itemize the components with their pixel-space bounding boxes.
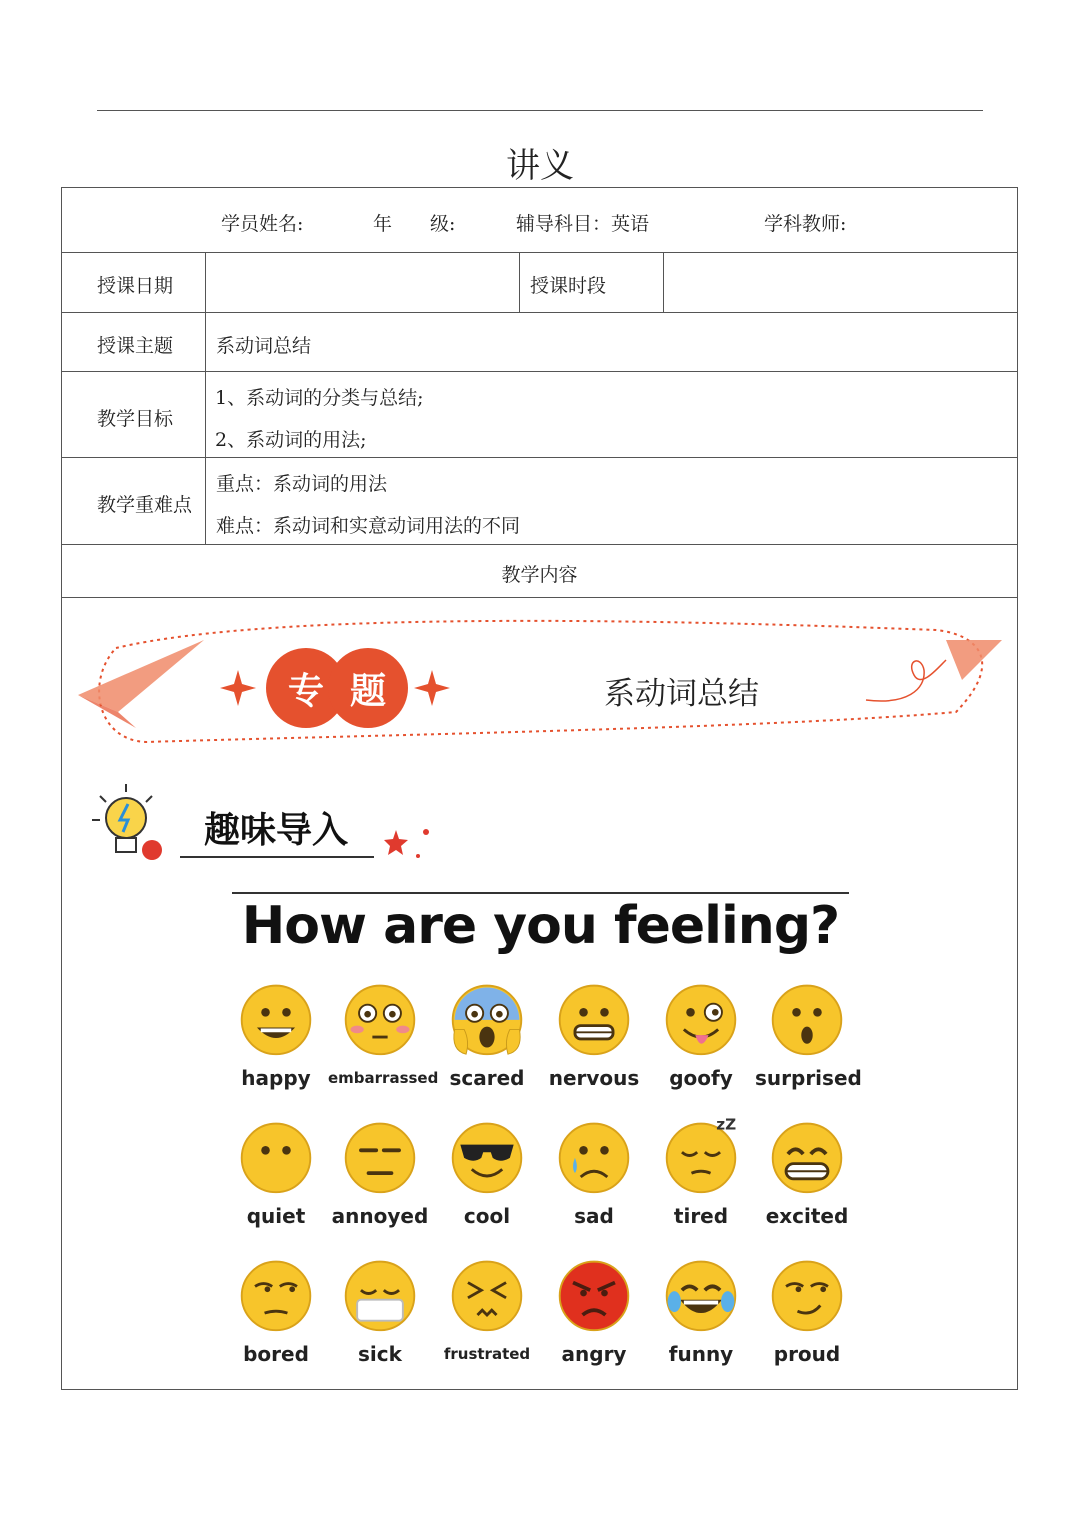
emoji-card	[755, 1116, 859, 1238]
topic-banner	[76, 600, 1006, 750]
feelings-title: How are you feeling?	[241, 896, 840, 956]
document-title: 讲义	[506, 146, 574, 186]
emoji-label: bored	[243, 1342, 309, 1366]
banner-title: 系动词总结	[604, 676, 759, 712]
emoji-label: annoyed	[331, 1204, 429, 1228]
time-label: 授课时段	[530, 275, 607, 297]
sick-emoji-icon	[340, 1254, 420, 1334]
emoji-label: proud	[773, 1342, 841, 1366]
angry-emoji-icon	[554, 1254, 634, 1334]
emoji-card	[542, 1116, 646, 1238]
emoji-card	[435, 1254, 539, 1376]
emoji-label: funny	[668, 1342, 734, 1366]
section-heading: 趣味导入	[204, 810, 349, 851]
key-point-item: 重点：系动词的用法	[216, 473, 388, 495]
goal-item-2: 2、系动词的用法;	[215, 429, 367, 451]
emoji-label: quiet	[246, 1204, 306, 1228]
goofy-emoji-icon	[661, 978, 741, 1058]
table-divider	[62, 457, 1017, 458]
excited-emoji-icon	[767, 1116, 847, 1196]
happy-emoji-icon	[236, 978, 316, 1058]
svg-text:zZ: zZ	[716, 1116, 737, 1134]
banner-frame	[76, 600, 1006, 750]
emoji-card	[542, 978, 646, 1100]
time-column-divider	[663, 252, 664, 312]
grade-label: 年 级:	[373, 213, 456, 235]
emoji-label: cool	[463, 1204, 511, 1228]
date-label: 授课日期	[97, 275, 174, 297]
sad-emoji-icon	[554, 1116, 634, 1196]
emoji-card	[755, 978, 862, 1100]
label-column-divider	[205, 252, 206, 544]
section-underline	[180, 856, 374, 858]
nervous-emoji-icon	[554, 978, 634, 1058]
annoyed-emoji-icon	[340, 1116, 420, 1196]
emoji-label: tired	[673, 1204, 729, 1228]
lightbulb-icon	[90, 782, 166, 864]
top-divider	[97, 110, 983, 111]
emoji-card	[649, 978, 753, 1100]
feelings-top-rule	[232, 892, 849, 894]
teacher-label: 学科教师:	[764, 213, 847, 235]
tired-emoji-icon	[661, 1116, 741, 1196]
emoji-card	[224, 1116, 328, 1238]
proud-emoji-icon	[767, 1254, 847, 1334]
emoji-label: angry	[561, 1342, 627, 1366]
frustrated-emoji-icon	[447, 1254, 527, 1334]
emoji-card	[649, 1116, 753, 1238]
content-label: 教学内容	[501, 564, 578, 586]
goal-item-1: 1、系动词的分类与总结;	[215, 387, 424, 409]
emoji-card	[542, 1254, 646, 1376]
topic-label: 授课主题	[97, 335, 174, 357]
student-name-label: 学员姓名:	[221, 213, 304, 235]
emoji-card	[755, 1254, 859, 1376]
emoji-card	[328, 1254, 432, 1376]
difficult-point-item: 难点：系动词和实意动词用法的不同	[216, 515, 521, 537]
emoji-card	[224, 1254, 328, 1376]
embarrassed-emoji-icon	[340, 978, 420, 1058]
key-points-label: 教学重难点	[97, 494, 193, 516]
stars-icon	[384, 826, 434, 862]
emoji-label: excited	[765, 1204, 849, 1228]
emoji-card	[435, 978, 539, 1100]
funny-emoji-icon	[661, 1254, 741, 1334]
table-divider	[62, 544, 1017, 545]
emoji-label: sick	[358, 1342, 402, 1366]
lesson-table	[61, 187, 1018, 1390]
emoji-card	[328, 1116, 432, 1238]
table-divider	[62, 597, 1017, 598]
bored-emoji-icon	[236, 1254, 316, 1334]
badge-char-1: 专	[266, 648, 346, 728]
quiet-emoji-icon	[236, 1116, 316, 1196]
cool-emoji-icon	[447, 1116, 527, 1196]
goal-label: 教学目标	[97, 408, 174, 430]
badge-char-2: 题	[328, 648, 408, 728]
topic-value: 系动词总结	[216, 335, 312, 357]
emoji-label: surprised	[755, 1066, 862, 1090]
emoji-label: sad	[574, 1204, 614, 1228]
emoji-label: happy	[241, 1066, 311, 1090]
emoji-card	[224, 978, 328, 1100]
table-divider	[62, 312, 1017, 313]
surprised-emoji-icon	[767, 978, 847, 1058]
emoji-card	[328, 978, 439, 1100]
date-column-divider	[519, 252, 520, 312]
emoji-label: frustrated	[443, 1345, 531, 1363]
emoji-label: goofy	[669, 1066, 733, 1090]
scared-emoji-icon	[447, 978, 527, 1058]
emoji-label: scared	[449, 1066, 525, 1090]
emoji-card	[435, 1116, 539, 1238]
table-divider	[62, 371, 1017, 372]
emoji-label: embarrassed	[328, 1069, 439, 1087]
emoji-card	[649, 1254, 753, 1376]
emoji-label: nervous	[548, 1066, 640, 1090]
subject-label: 辅导科目：英语	[516, 213, 650, 235]
